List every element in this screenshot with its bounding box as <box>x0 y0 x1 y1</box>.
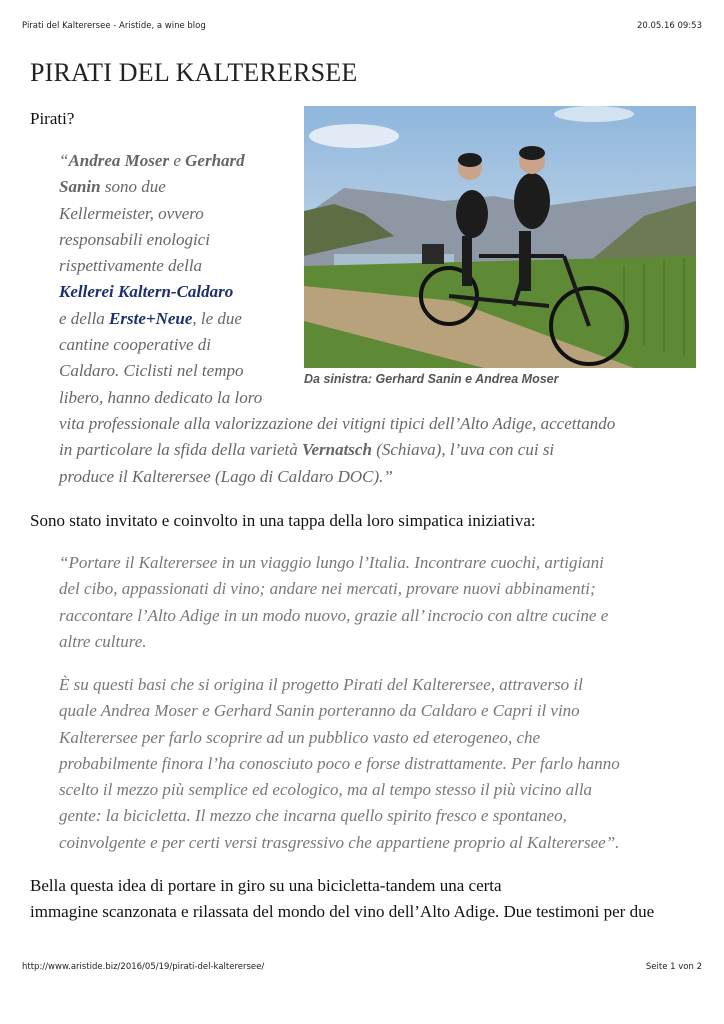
quote1-line2-rest: sono due <box>100 177 166 197</box>
quote3-line: Kalterersee per farlo scoprire ad un pubblico vasto ed eterogeneo, che <box>59 727 541 747</box>
quote1-wide-line1: vita professionale alla valorizzazione dei vitigni tipici dell’Alto Adige, accettando <box>59 414 616 433</box>
conj-e: e <box>169 151 186 170</box>
quote2-line: “Portare il Kalterersee in un viaggio lungo l’Italia. Incontrare cuochi, artigiani <box>59 553 604 572</box>
paragraph-invitation: Sono stato invitato e coinvolto in una tappa della loro simpatica iniziativa: <box>30 511 536 530</box>
quote3-line: È su questi basi che si origina il progetto Pirati del Kalterersee, attraverso il <box>59 675 583 694</box>
closing-line: Bella questa idea di portare in giro su una bicicletta-tandem una certa <box>30 876 502 895</box>
quote1-line5: rispettivamente della <box>59 256 203 276</box>
link-kellerei-kaltern[interactable]: Kellerei Kaltern-Caldaro <box>59 282 234 302</box>
open-quote: “ <box>59 151 69 170</box>
quote1-line4: responsabili enologici <box>59 229 210 249</box>
name-sanin: Sanin <box>59 177 101 197</box>
quote1-line7b: , le due <box>192 308 242 328</box>
quote-block-2 <box>59 550 679 655</box>
page-title-header: Pirati del Kalterersee - Aristide, a wine blog <box>22 21 206 31</box>
article-title: PIRATI DEL KALTERERSEE <box>30 58 358 87</box>
tandem-bicycle-photo <box>304 106 696 368</box>
name-andrea-moser: Andrea Moser <box>68 151 170 170</box>
quote1-wide-line3: produce il Kalterersee (Lago di Caldaro DOC).” <box>59 466 393 486</box>
link-erste-neue[interactable]: Erste+Neue <box>109 308 193 328</box>
quote-block-1-continued <box>59 411 679 490</box>
quote3-line: probabilmente finora l’ha conosciuto poco e forse distrattamente. Per farlo hanno <box>59 753 620 773</box>
quote2-line: del cibo, appassionati di vino; andare nei mercati, provare nuovi abbinamenti; <box>59 579 596 599</box>
photo-figure <box>304 106 696 386</box>
quote1-line9: Caldaro. Ciclisti nel tempo <box>59 361 244 381</box>
intro-text: Pirati? <box>30 109 75 128</box>
name-gerhard: Gerhard <box>185 151 245 170</box>
quote3-line: coinvolgente e per certi versi trasgressivo che appartiene proprio al Kalterersee”. <box>59 832 620 852</box>
quote3-line: gente: la bicicletta. Il mezzo che incarna quello spirito fresco e spontaneo, <box>59 806 567 826</box>
quote3-line: scelto il mezzo più semplice ed ecologico, ma al tempo stesso il più vicino alla <box>59 780 593 800</box>
print-header <box>22 21 702 31</box>
quote2-line: raccontare l’Alto Adige in un modo nuovo, grazie all’ incrocio con altre cucine e <box>59 605 609 625</box>
quote1-line10: libero, hanno dedicato la loro <box>59 387 263 407</box>
quote1-wide-line2a: in particolare la sfida della varietà <box>59 440 303 460</box>
quote1-line8: cantine cooperative di <box>59 335 212 355</box>
page-number: Seite 1 von 2 <box>645 962 702 972</box>
quote2-line: altre culture. <box>59 631 147 651</box>
paragraph-closing <box>30 873 654 925</box>
page-url: http://www.aristide.biz/2016/05/19/pirati-del-kalterersee/ <box>22 962 265 972</box>
quote-block-3 <box>59 672 679 856</box>
closing-line: immagine scanzonata e rilassata del mondo del vino dell’Alto Adige. Due testimoni per due <box>30 902 655 921</box>
print-footer <box>22 962 702 972</box>
vernatsch-term: Vernatsch <box>302 440 372 460</box>
print-datetime: 20.05.16 09:53 <box>636 21 702 31</box>
quote3-line: quale Andrea Moser e Gerhard Sanin porteranno da Caldaro e Capri il vino <box>59 701 580 721</box>
quote1-line3: Kellermeister, ovvero <box>59 203 204 223</box>
quote1-line7a: e della <box>59 308 110 328</box>
quote1-wide-line2c: (Schiava), l’uva con cui si <box>371 440 555 460</box>
photo-caption: Da sinistra: Gerhard Sanin e Andrea Moser <box>304 372 559 386</box>
quote-block-1 <box>59 148 295 411</box>
